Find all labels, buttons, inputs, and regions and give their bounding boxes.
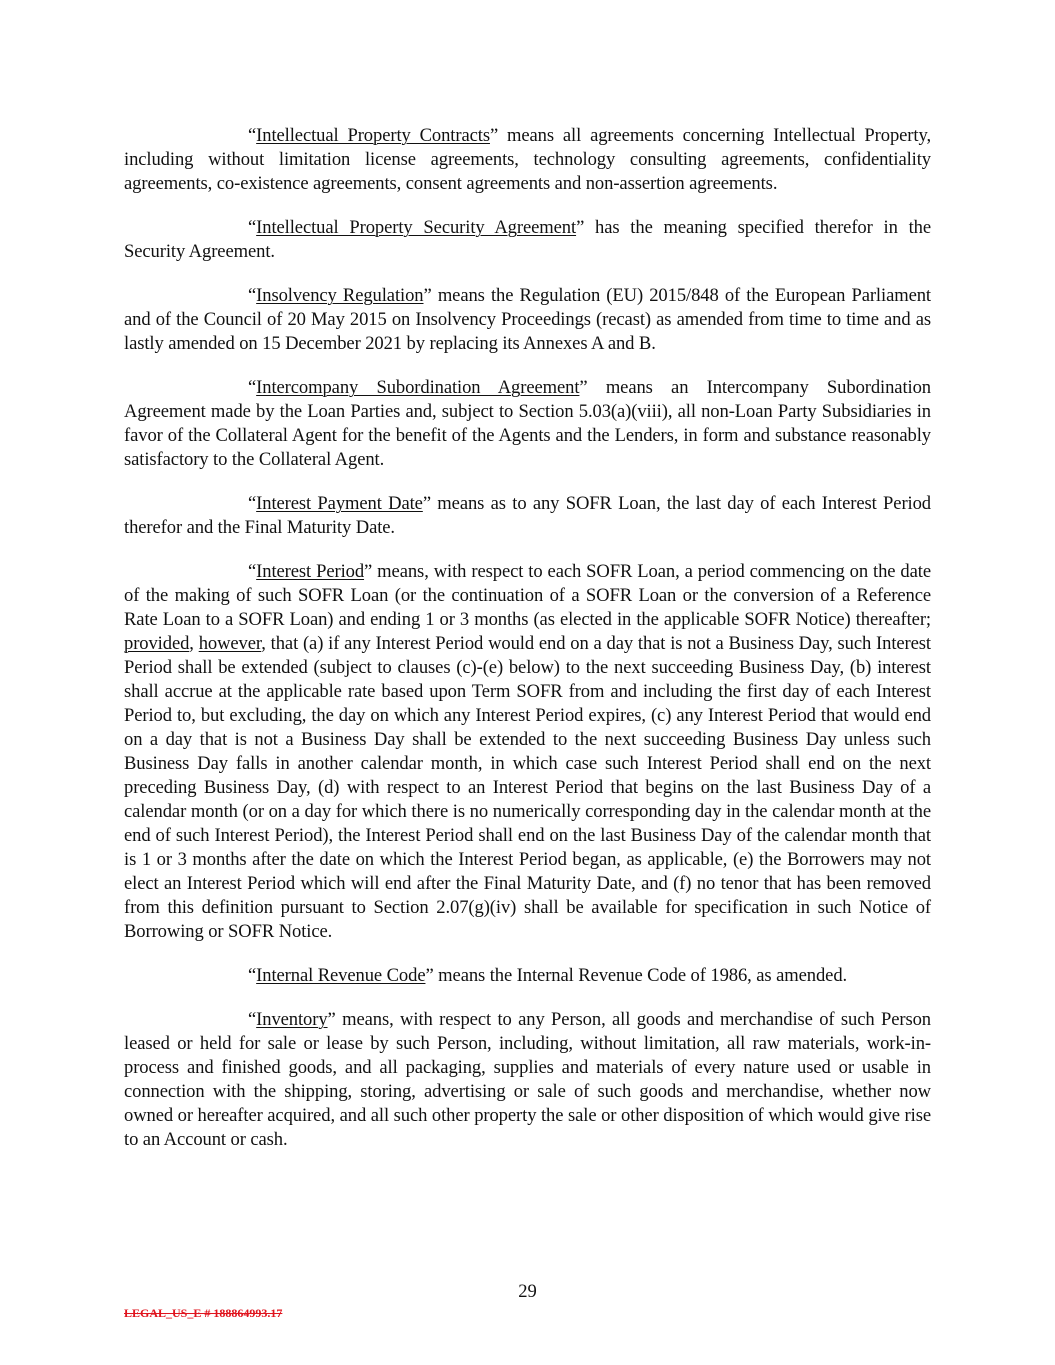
close-quote: ” bbox=[423, 285, 432, 306]
definition-insolvency-regulation bbox=[124, 284, 931, 356]
definition-text: means all agreements concerning Intellectual Property, including without limitation license agreements, technology consulting agreements, confidentiality agreements, co-existence agreements, consent agreements and non-assertion agreements. bbox=[124, 125, 932, 194]
close-quote: ” bbox=[327, 1009, 336, 1030]
definition-intellectual-property-security-agreement bbox=[124, 216, 931, 264]
definition-text-continued: , that (a) if any Interest Period would end on a day that is not a Business Day, such Interest Period shall be extended (subject to clauses (c)-(e) below) to the next succeeding Business Day, (b) interest shall accrue at the applicable rate based upon Term SOFR from and including the first day of each Interest Period to, but excluding, the day on which any Interest Period expires, (c) any Interest Period that would end on a day that is not a Business Day shall be extended to the next succeeding Business Day unless such Business Day falls in another calendar month, in which case such Interest Period shall end on the next preceding Business Day, (d) with respect to an Interest Period that begins on the last Business Day of a calendar month (or on a day for which there is no numerically corresponding day in the calendar month at the end of such Interest Period), the Interest Period shall end on the last Business Day of the calendar month that is 1 or 3 months after the date on which the Interest Period began, as applicable, (e) the Borrowers may not elect an Interest Period which will end after the Final Maturity Date, and (f) no tenor that has been removed from this definition pursuant to Section 2.07(g)(iv) shall be available for specification in such Notice of Borrowing or SOFR Notice. bbox=[124, 633, 931, 942]
open-quote: “ bbox=[248, 377, 257, 398]
document-id-footer: LEGAL_US_E # 188864993.17 bbox=[124, 1306, 283, 1320]
definition-intellectual-property-contracts bbox=[124, 124, 931, 196]
definition-interest-period bbox=[124, 560, 931, 944]
open-quote: “ bbox=[248, 217, 257, 238]
open-quote: “ bbox=[248, 125, 257, 146]
definition-text: means an Intercompany Subordination Agreement made by the Loan Parties and, subject to Section 5.03(a)(viii), all non-Loan Party Subsidiaries in favor of the Collateral Agent for the benefit of the Agents and the Lenders, in form and substance reasonably satisfactory to the Collateral Agent. bbox=[124, 377, 931, 470]
close-quote: ” bbox=[579, 377, 588, 398]
close-quote: ” bbox=[576, 217, 585, 238]
close-quote: ” bbox=[425, 965, 434, 986]
defined-term: Intellectual Property Contracts bbox=[256, 125, 490, 146]
definition-text: means the Regulation (EU) 2015/848 of the European Parliament and of the Council of 20 May 2015 on Insolvency Proceedings (recast) as amended from time to time and as lastly amended on 15 December 2021 by replacing its Annexes A and B. bbox=[124, 285, 931, 354]
definition-inventory bbox=[124, 1008, 931, 1152]
open-quote: “ bbox=[248, 1009, 257, 1030]
close-quote: ” bbox=[422, 493, 431, 514]
open-quote: “ bbox=[248, 965, 257, 986]
however-keyword: however bbox=[198, 633, 262, 654]
page-number: 29 bbox=[518, 1281, 537, 1302]
separator-comma: , bbox=[189, 633, 199, 654]
definition-intercompany-subordination-agreement bbox=[124, 376, 931, 472]
open-quote: “ bbox=[248, 561, 257, 582]
definition-internal-revenue-code bbox=[124, 964, 931, 988]
definition-text: means as to any SOFR Loan, the last day of each Interest Period therefor and the Final Maturity Date. bbox=[124, 493, 931, 538]
defined-term: Insolvency Regulation bbox=[256, 285, 424, 306]
close-quote: ” bbox=[364, 561, 373, 582]
close-quote: ” bbox=[489, 125, 499, 146]
definition-text: means, with respect to each SOFR Loan, a period commencing on the date of the making of such SOFR Loan (or the continuation of a SOFR Loan or the conversion of a Reference Rate Loan to a SOFR Loan) and ending 1 or 3 months (as elected in the applicable SOFR Notice) thereafter; bbox=[124, 561, 931, 630]
provided-keyword: provided bbox=[124, 633, 190, 654]
defined-term: Intellectual Property Security Agreement bbox=[256, 217, 577, 238]
defined-term: Intercompany Subordination Agreement bbox=[256, 377, 580, 398]
document-body bbox=[124, 124, 931, 1172]
definition-text: has the meaning specified therefor in the Security Agreement. bbox=[124, 217, 931, 262]
definition-text: means, with respect to any Person, all goods and merchandise of such Person leased or held for sale or lease by such Person, including, without limitation, all raw materials, work-in-process and finished goods, and all packaging, supplies and materials of every nature used or usable in connection with the shipping, storing, advertising or sale of such goods and merchandise, whether now owned or hereafter acquired, and all such other property the sale or other disposition of which would give rise to an Account or cash. bbox=[124, 1009, 931, 1150]
definition-text: means the Internal Revenue Code of 1986, as amended. bbox=[433, 965, 848, 986]
open-quote: “ bbox=[248, 493, 257, 514]
open-quote: “ bbox=[248, 285, 257, 306]
defined-term: Interest Period bbox=[256, 561, 365, 582]
definition-interest-payment-date bbox=[124, 492, 931, 540]
defined-term: Interest Payment Date bbox=[256, 493, 423, 514]
defined-term: Internal Revenue Code bbox=[256, 965, 426, 986]
defined-term: Inventory bbox=[256, 1009, 328, 1030]
